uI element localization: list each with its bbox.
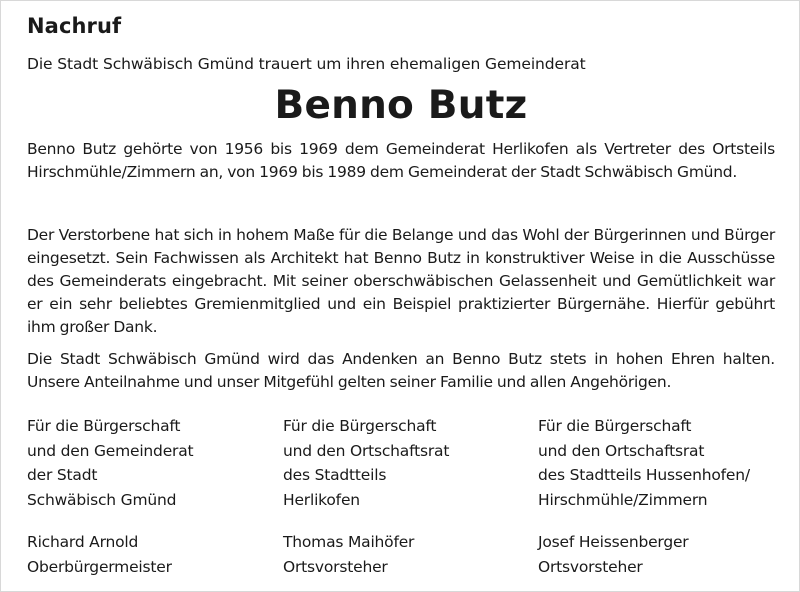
signature-block-maihoefer [283,530,414,579]
org-line: Für die Bürgerschaft [283,417,437,435]
signatory-role: Ortsvorsteher [538,557,643,576]
signature-block-arnold [27,530,172,579]
org-line: und den Ortschaftsrat [283,441,450,460]
signatory-name: Richard Arnold [27,533,139,551]
org-line: Für die Bürgerschaft [27,417,181,435]
signatory-role: Ortsvorsteher [283,557,388,576]
org-line: Für die Bürgerschaft [538,417,692,435]
signatory-name: Josef Heissenberger [538,533,689,551]
signatory-name: Thomas Maihöfer [283,533,415,551]
paragraph-condolence: Die Stadt Schwäbisch Gmünd wird das Andenken an Benno Butz stets in hohen Ehren halten. Unsere Anteilnahme und unser Mitgefühl gelten seiner Familie und allen Angehörigen. [27,350,775,392]
org-line: und den Gemeinderat [27,441,194,460]
signatory-role: Oberbürgermeister [27,557,172,576]
signature-block-heissenberger [538,530,688,579]
org-line: Herlikofen [283,490,360,509]
notice-heading: Nachruf [27,14,122,38]
paragraph-career: Benno Butz gehörte von 1956 bis 1969 dem Gemeinderat Herlikofen als Vertreter des Ortsteils Hirschmühle/Zimmern an, von 1969 bis 1989 dem Gemeinderat der Stadt Schwäbisch Gmünd. [27,140,775,182]
signatory-org-hussenhofen [538,414,750,512]
signatory-org-city [27,414,193,512]
signatory-org-herlikofen [283,414,449,512]
org-line: und den Ortschaftsrat [538,441,705,460]
deceased-name: Benno Butz [274,83,528,128]
paragraph-tribute: Der Verstorbene hat sich in hohem Maße für die Belange und das Wohl der Bürgerinnen und Bürger eingesetzt. Sein Fachwissen als Architekt hat Benno Butz in konstruktiver Weise in die Ausschüsse des Gemeinderats eingebracht. Mit seiner oberschwäbischen Gelassenheit und Gemütlichkeit war er ein sehr beliebtes Gremienmitglied und ein Beispiel praktizierter Bürgernähe. Hierfür gebührt ihm großer Dank. [27,226,775,337]
org-line: des Stadtteils Hussenhofen/ [538,466,750,484]
org-line: Hirschmühle/Zimmern [538,490,708,509]
org-line: der Stadt [27,466,98,484]
intro-line: Die Stadt Schwäbisch Gmünd trauert um ihren ehemaligen Gemeinderat [27,55,586,73]
org-line: des Stadtteils [283,466,387,484]
org-line: Schwäbisch Gmünd [27,490,177,509]
